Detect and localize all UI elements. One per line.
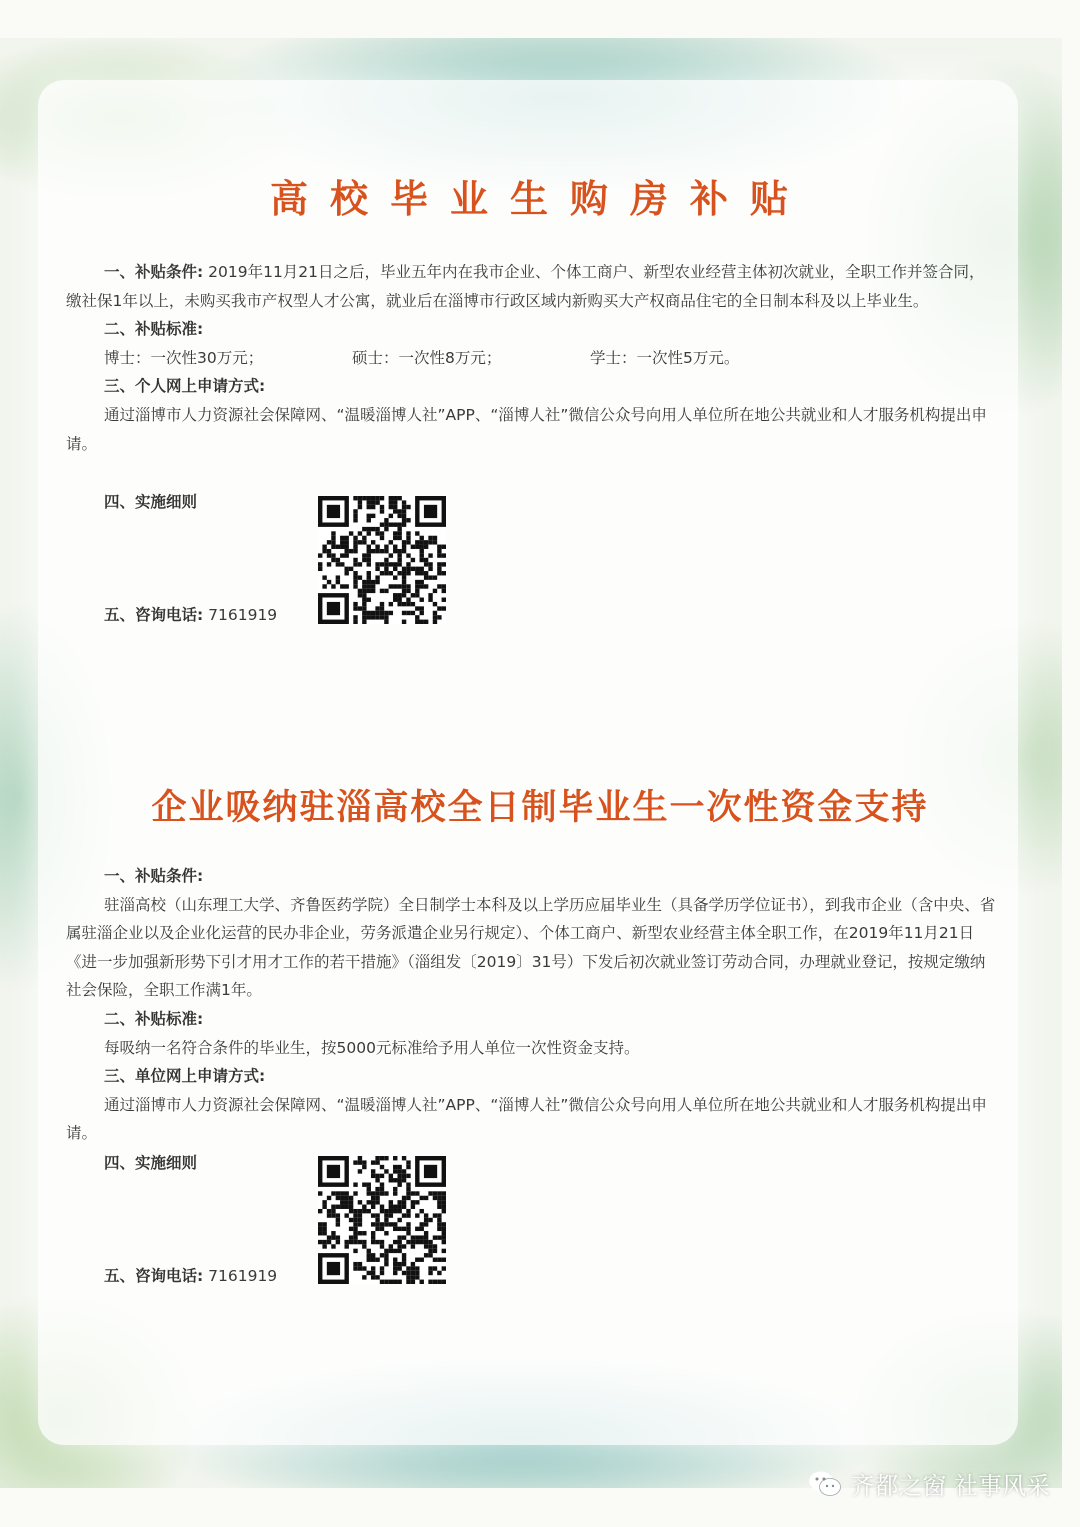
section2-item2-label: 二、补贴标准: [104,1009,204,1028]
section2-item5-label: 五、咨询电话: [104,1267,204,1285]
section1-item5-label: 五、咨询电话: [104,606,204,624]
section2-item2-text: 每吸纳一名符合条件的毕业生，按5000元标准给予用人单位一次性资金支持。 [104,1038,640,1057]
section2-phone: 7161919 [208,1267,278,1285]
section2-body [66,862,996,1148]
section1-phone: 7161919 [208,606,278,624]
wechat-icon [808,1470,842,1498]
section2-item1-text: 驻淄高校（山东理工大学、齐鲁医药学院）全日制学士本科及以上学历应届毕业生（具备学历学位证书），到我市企业（含中央、省属驻淄企业以及企业化运营的民办非企业，劳务派遣企业另行规定）、个体工商户、新型农业经营主体全职工作，在2019年11月21日《进一步加强新形势下引才用才工作的若干措施》（淄组发〔2019〕31号）下发后初次就业签订劳动合同，办理就业登记，按规定缴纳社会保险，全职工作满1年。 [66,895,996,1000]
standard-doctor: 博士：一次性30万元； [104,348,264,367]
section1-item5 [104,603,277,625]
section1-item3-label: 三、个人网上申请方式: [104,377,266,396]
standard-master: 硕士：一次性8万元； [352,348,502,367]
section2-item4-label: 四、实施细则 [104,1154,198,1172]
section1-item4-label: 四、实施细则 [104,493,198,511]
section1-body [66,258,996,458]
section1-item1-label: 一、补贴条件: [104,263,204,281]
section1-item3-text: 通过淄博市人力资源社会保障网、“温暖淄博人社”APP、“淄博人社”微信公众号向用人单位所在地公共就业和人才服务机构提出申请。 [66,405,987,453]
section1-item2-label: 二、补贴标准: [104,320,204,339]
qr-code-2[interactable] [318,1156,446,1284]
standard-bachelor: 学士：一次性5万元。 [590,348,740,367]
section2-item1-label: 一、补贴条件: [104,867,204,885]
section2-item3-label: 三、单位网上申请方式: [104,1067,266,1086]
footer-account-name: 齐都之窗 社事风采 [850,1472,1050,1500]
section1-item1 [66,258,996,315]
qr-code-1[interactable] [318,496,446,624]
section1-item1-text: 2019年11月21日之后，毕业五年内在我市企业、个体工商户、新型农业经营主体初次就业，全职工作并签合同，缴社保1年以上，未购买我市产权型人才公寓，就业后在淄博市行政区域内新购买大产权商品住宅的全日制本科及以上毕业生。 [66,263,985,310]
section2-title: 企业吸纳驻淄高校全日制毕业生一次性资金支持 [151,788,929,828]
section2-item5 [104,1264,277,1286]
footer-account [808,1466,1050,1501]
section1-standards [66,344,996,373]
section1-item4 [104,490,197,512]
section2-item4 [104,1151,197,1173]
section1-title: 高校毕业生购房补贴 [269,177,810,221]
section2-item3-text: 通过淄博市人力资源社会保障网、“温暖淄博人社”APP、“淄博人社”微信公众号向用人单位所在地公共就业和人才服务机构提出申请。 [66,1095,987,1143]
